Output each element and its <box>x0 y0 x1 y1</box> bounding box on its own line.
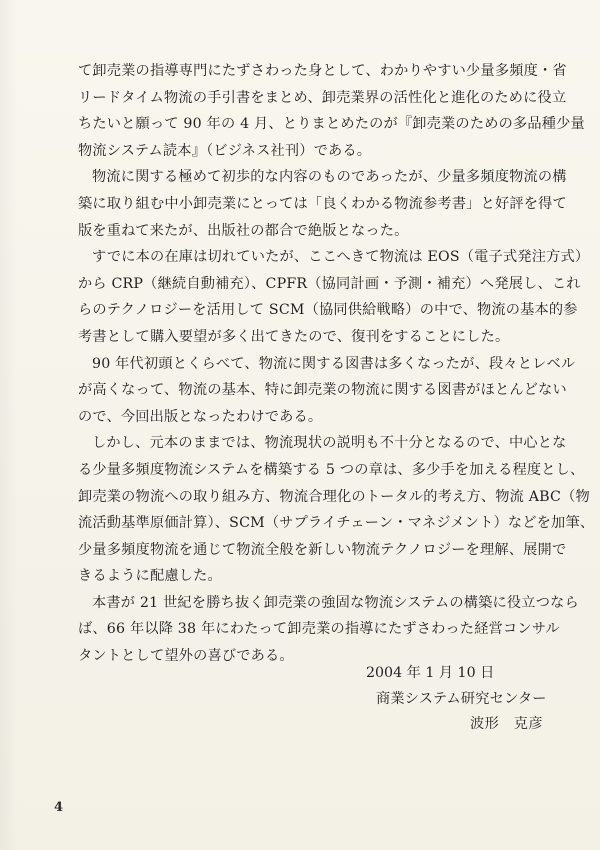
text-line: 少量多頻度物流を通じて物流全般を新しい物流テクノロジーを理解、展開で <box>78 541 567 558</box>
text-line: て卸売業の指導専門にたずさわった身として、わかりやすい少量多頻度・省 <box>78 63 567 79</box>
text-line: しかし、元本のままでは、物流現状の説明も不十分となるので、中心とな <box>92 435 567 452</box>
text-line: 本書が 21 世紀を勝ち抜く卸売業の強固な物流システムの構築に役立つなら <box>92 594 579 611</box>
body-text <box>78 58 595 670</box>
text-line: 物流に関する極めて初歩的な内容のものであったが、少量多頻度物流の構 <box>92 169 567 186</box>
text-line: ので、今回出版となったわけである。 <box>78 408 323 425</box>
text-line: から CRP（継続自動補充）、CPFR（協同計画・予測・補充）へ発展し、これ <box>78 275 581 292</box>
text-line: る少量多頻度物流システムを構築する 5 つの章は、多少手を加える程度とし、 <box>78 461 585 478</box>
text-line: すでに本の在庫は切れていたが、ここへきて物流は EOS（電子式発注方式） <box>92 249 590 266</box>
text-line: 考書として購入要望が多く出てきたので、復刊をすることにした。 <box>78 328 510 345</box>
text-line: タントとして望外の喜びである。 <box>78 648 294 665</box>
text-line: ば、66 年以降 38 年にわたって卸売業の指導にたずさわった経営コンサル <box>78 621 560 638</box>
signature-organization: 商業システム研究センター <box>376 691 547 707</box>
text-line: 卸売業の物流への取り組み方、物流合理化のトータル的考え方、物流 ABC（物 <box>78 488 590 505</box>
text-line: 築に取り組む中小卸売業にとっては「良くわかる物流参考書」と好評を得て <box>78 195 567 212</box>
signature-author: 波形 克彦 <box>470 716 543 732</box>
text-line: ちたいと願って 90 年の 4 月、とりまとめたのが『卸売業のための多品種少量 <box>78 116 585 133</box>
text-line: 90 年代初頭とくらべて、物流に関する図書は多くなったが、段々とレベル <box>92 355 576 372</box>
text-line: きるように配慮した。 <box>78 568 222 585</box>
text-line: が高くなって、物流の基本、特に卸売業の物流に関する図書がほとんどない <box>78 382 567 399</box>
text-line: らのテクノロジーを活用して SCM（協同供給戦略）の中で、物流の基本的参 <box>78 302 578 319</box>
text-line: リードタイム物流の手引書をまとめ、卸売業界の活性化と進化のために役立 <box>78 89 567 106</box>
page-number: 4 <box>54 800 64 815</box>
text-line: 流活動基準原価計算）、SCM（サプライチェーン・マネジメント）などを加筆、 <box>78 515 595 532</box>
text-line: 物流システム読本』（ビジネス社刊）である。 <box>78 142 372 159</box>
text-line: 版を重ねて来たが、出版社の都合で絶版となった。 <box>78 222 409 239</box>
signature-date: 2004 年 1 月 10 日 <box>366 665 495 681</box>
